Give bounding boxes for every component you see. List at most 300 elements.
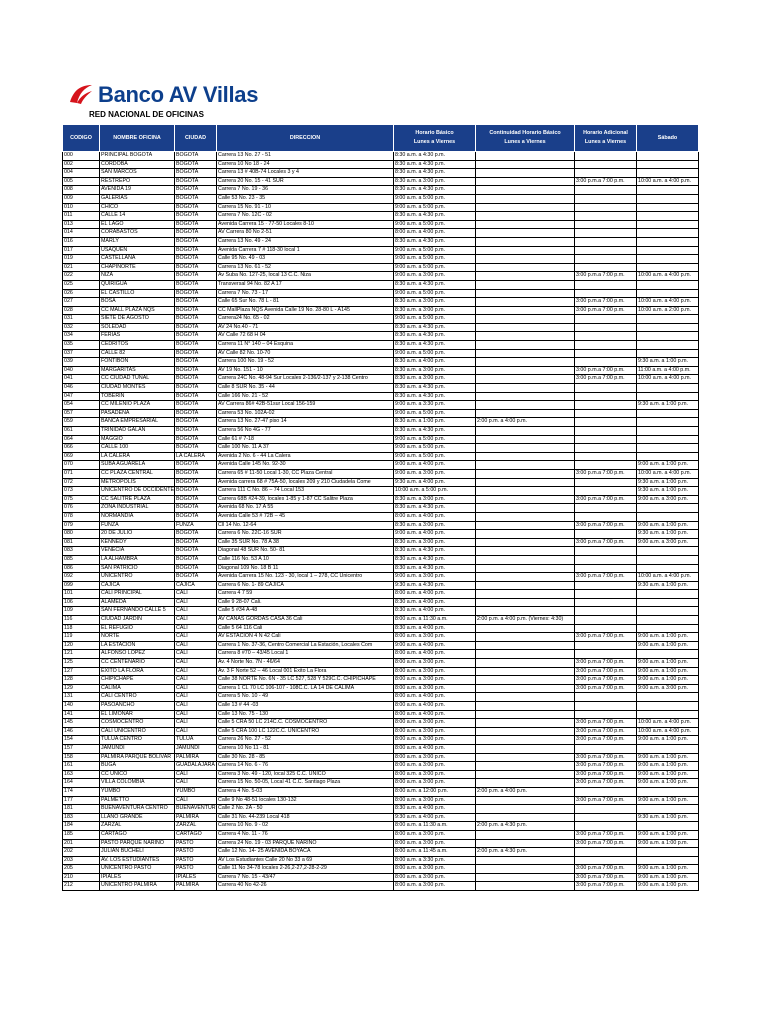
cell-ciudad: JAMUNDI [175,744,217,753]
cell-sabado [637,186,699,195]
cell-horario-basico: 8:00 a.m. a 3:00 p.m. [394,865,476,874]
cell-nombre: CALI CENTRO [100,693,175,702]
cell-ciudad: CALI [175,641,217,650]
table-row [63,255,699,264]
cell-continuidad [476,676,575,685]
cell-sabado: 11:00 a.m. a 4:00 p.m. [637,366,699,375]
cell-continuidad [476,538,575,547]
table-row [63,538,699,547]
cell-horario-adicional: 3:00 p.m.a 7:00 p.m. [575,736,637,745]
table-row [63,667,699,676]
cell-horario-adicional: 3:00 p.m.a 7:00 p.m. [575,839,637,848]
cell-continuidad [476,590,575,599]
cell-codigo: 046 [63,384,100,393]
cell-nombre: BUGA [100,762,175,771]
cell-codigo: 005 [63,177,100,186]
cell-nombre: MARLY [100,237,175,246]
table-row [63,160,699,169]
cell-horario-adicional [575,263,637,272]
cell-continuidad [476,504,575,513]
cell-horario-basico: 8:00 a.m. a 3:00 p.m. [394,770,476,779]
table-row [63,822,699,831]
cell-direccion: AV Carrera 86# 42B-51sur Local 156-159 [217,401,394,410]
table-row [63,865,699,874]
cell-horario-adicional [575,555,637,564]
cell-horario-basico: 8:00 a.m. a 11:30 a.m. [394,616,476,625]
cell-direccion: Carrera 24 No. 19 - 03 PARQUE NARIÑO [217,839,394,848]
cell-sabado [637,710,699,719]
cell-continuidad [476,753,575,762]
cell-direccion: Carrera 68B #24-39, locales 1-85 y 1-87 CC Salitre Plaza [217,495,394,504]
cell-codigo: 011 [63,212,100,221]
cell-continuidad [476,255,575,264]
cell-codigo: 092 [63,573,100,582]
cell-horario-basico: 8:30 a.m. a 4:30 p.m. [394,547,476,556]
cell-continuidad [476,512,575,521]
table-row [63,805,699,814]
cell-horario-adicional [575,384,637,393]
cell-codigo: 146 [63,727,100,736]
cell-direccion: Calle 30 No. 28 - 85 [217,753,394,762]
cell-horario-adicional: 3:00 p.m.a 7:00 p.m. [575,667,637,676]
cell-horario-basico: 9:00 a.m. a 5:00 p.m. [394,255,476,264]
cell-horario-basico: 8:30 a.m. a 4:30 p.m. [394,212,476,221]
cell-horario-basico: 9:00 a.m. a 5:00 p.m. [394,194,476,203]
cell-codigo: 164 [63,779,100,788]
cell-sabado [637,693,699,702]
cell-continuidad: 2:00 p.m. a 4:00 p.m. [476,418,575,427]
table-row [63,882,699,891]
cell-sabado [637,607,699,616]
cell-nombre: CC CIUDAD TUNAL [100,375,175,384]
cell-codigo: 085 [63,555,100,564]
cell-horario-adicional [575,409,637,418]
cell-direccion: Calle 166 No. 21 - 52 [217,392,394,401]
cell-nombre: ALAMEDA [100,598,175,607]
table-row [63,659,699,668]
cell-codigo: 163 [63,770,100,779]
cell-codigo: 075 [63,495,100,504]
cell-horario-basico: 8:30 a.m. a 4:00 p.m. [394,358,476,367]
cell-sabado: 10:00 a.m. a 2:00 p.m. [637,306,699,315]
cell-horario-basico: 9:00 a.m. a 3:30 p.m. [394,401,476,410]
cell-codigo: 022 [63,272,100,281]
cell-horario-basico: 8:00 a.m. a 3:00 p.m. [394,779,476,788]
cell-horario-adicional: 3:00 p.m.a 7:00 p.m. [575,684,637,693]
cell-direccion: AV 19 No. 151 - 10 [217,366,394,375]
cell-continuidad [476,409,575,418]
cell-continuidad [476,452,575,461]
cell-continuidad [476,805,575,814]
table-row [63,452,699,461]
cell-codigo: 116 [63,616,100,625]
cell-sabado [637,598,699,607]
cell-horario-adicional [575,461,637,470]
cell-codigo: 071 [63,469,100,478]
cell-codigo: 101 [63,590,100,599]
cell-continuidad: 2:00 p.m. a 4:30 p.m. [476,848,575,857]
table-row [63,770,699,779]
table-row [63,469,699,478]
cell-ciudad: BOGOTA [175,177,217,186]
cell-continuidad [476,770,575,779]
cell-continuidad [476,332,575,341]
cell-continuidad [476,263,575,272]
cell-direccion: Calle 5 CRA 100 LC 122C.C. UNICENTRO [217,727,394,736]
cell-continuidad [476,349,575,358]
table-row [63,813,699,822]
table-row [63,590,699,599]
cell-horario-basico: 9:00 a.m. a 5:00 p.m. [394,409,476,418]
cell-horario-basico: 8:00 a.m. a 12:00 p.m. [394,787,476,796]
cell-codigo: 119 [63,633,100,642]
cell-nombre: CALIMA [100,684,175,693]
cell-continuidad [476,323,575,332]
cell-ciudad: BOGOTA [175,306,217,315]
cell-horario-adicional [575,478,637,487]
col-header-continuidad: Continuidad Horario Básico Lunes a Viernes [476,125,575,152]
cell-sabado: 9:00 a.m. a 3:00 p.m. [637,495,699,504]
cell-horario-basico: 8:30 a.m. a 3:00 p.m. [394,298,476,307]
cell-nombre: METROPOLIS [100,478,175,487]
cell-horario-basico: 9:00 a.m. a 5:00 p.m. [394,203,476,212]
cell-horario-basico: 8:30 a.m. a 4:30 p.m. [394,504,476,513]
cell-nombre: CORDOBA [100,160,175,169]
table-row [63,487,699,496]
cell-nombre: NORTE [100,633,175,642]
table-row [63,573,699,582]
cell-nombre: ALFONSO LOPEZ [100,650,175,659]
table-row [63,547,699,556]
cell-nombre: PRINCIPAL BOGOTA [100,152,175,161]
cell-horario-basico: 8:30 a.m. a 4:00 p.m. [394,805,476,814]
av-villas-swoosh-icon [68,83,94,107]
cell-continuidad [476,607,575,616]
cell-ciudad: BOGOTA [175,255,217,264]
cell-horario-basico: 8:00 a.m. a 11:30 a.m. [394,822,476,831]
cell-codigo: 157 [63,744,100,753]
cell-ciudad: TULUA [175,736,217,745]
cell-direccion: Avenida Calle 53 # 72B – 45 [217,512,394,521]
cell-codigo: 129 [63,684,100,693]
cell-nombre: CC PLAZA CENTRAL [100,469,175,478]
cell-horario-adicional [575,512,637,521]
cell-horario-basico: 8:30 a.m. a 4:30 p.m. [394,555,476,564]
cell-nombre: EL CASTILLO [100,289,175,298]
cell-ciudad: CALI [175,684,217,693]
cell-horario-adicional [575,229,637,238]
cell-direccion: Calle 35 SUR No. 78 A 38 [217,538,394,547]
cell-ciudad: CALI [175,659,217,668]
cell-continuidad [476,341,575,350]
cell-codigo: 039 [63,358,100,367]
cell-codigo: 081 [63,538,100,547]
cell-direccion: Carrera 100 No. 19 - 52 [217,358,394,367]
cell-continuidad [476,624,575,633]
table-row [63,280,699,289]
table-row [63,624,699,633]
cell-continuidad [476,779,575,788]
cell-horario-basico: 8:30 a.m. a 3:00 p.m. [394,495,476,504]
cell-codigo: 037 [63,349,100,358]
cell-sabado: 10:00 a.m. a 4:00 p.m. [637,469,699,478]
cell-horario-basico: 8:30 a.m. a 4:30 p.m. [394,186,476,195]
cell-sabado: 9:00 a.m. a 1:00 p.m. [637,770,699,779]
cell-horario-adicional [575,504,637,513]
cell-nombre: KENNEDY [100,538,175,547]
cell-nombre: CC MALL PLAZA NQS [100,306,175,315]
cell-horario-adicional [575,237,637,246]
cell-horario-adicional [575,710,637,719]
table-row [63,581,699,590]
cell-horario-adicional [575,813,637,822]
cell-horario-adicional [575,624,637,633]
table-row [63,315,699,324]
cell-continuidad [476,710,575,719]
cell-continuidad [476,702,575,711]
cell-nombre: EL LIMONAR [100,710,175,719]
cell-nombre: GALERIAS [100,194,175,203]
cell-codigo: 076 [63,504,100,513]
cell-direccion: Carrera 3 No. 49 - 120, local 325 C.C. UNICO [217,770,394,779]
cell-nombre: QUIRIGUA [100,280,175,289]
table-row [63,152,699,161]
cell-ciudad: BOGOTA [175,272,217,281]
cell-horario-basico: 9:00 a.m. a 5:00 p.m. [394,452,476,461]
cell-sabado [637,263,699,272]
cell-horario-basico: 8:00 a.m. a 3:30 p.m. [394,856,476,865]
cell-nombre: CC MILENIO PLAZA [100,401,175,410]
cell-nombre: COSMOCENTRO [100,719,175,728]
cell-nombre: JULIAN BUCHELI [100,848,175,857]
cell-codigo: 041 [63,375,100,384]
cell-continuidad [476,237,575,246]
cell-horario-basico: 8:00 a.m. a 3:00 p.m. [394,753,476,762]
table-row [63,736,699,745]
cell-codigo: 064 [63,435,100,444]
cell-horario-basico: 9:00 a.m. a 3:00 p.m. [394,573,476,582]
cell-continuidad [476,598,575,607]
cell-nombre: NIZA [100,272,175,281]
cell-horario-basico: 8:30 a.m. a 4:00 p.m. [394,598,476,607]
cell-codigo: 016 [63,237,100,246]
cell-horario-basico: 8:30 a.m. a 4:30 p.m. [394,332,476,341]
cell-horario-adicional [575,564,637,573]
cell-continuidad [476,495,575,504]
cell-codigo: 000 [63,152,100,161]
cell-ciudad: BOGOTA [175,349,217,358]
cell-horario-adicional [575,787,637,796]
cell-nombre: BOSA [100,298,175,307]
cell-horario-basico: 9:00 a.m. a 5:00 p.m. [394,289,476,298]
cell-horario-adicional [575,702,637,711]
cell-direccion: Av Suba No. 127-25, local 13 C.C. Niza [217,272,394,281]
cell-horario-adicional [575,169,637,178]
cell-continuidad [476,641,575,650]
cell-sabado [637,315,699,324]
cell-continuidad [476,813,575,822]
cell-sabado: 9:00 a.m. a 1:00 p.m. [637,521,699,530]
cell-direccion: Diagonal 109 No. 18 B 11 [217,564,394,573]
table-row [63,246,699,255]
cell-horario-basico: 9:00 a.m. a 3:00 p.m. [394,469,476,478]
cell-continuidad [476,366,575,375]
cell-nombre: YUMBO [100,787,175,796]
cell-codigo: 205 [63,865,100,874]
cell-nombre: CHIPICHAPE [100,676,175,685]
cell-horario-adicional [575,349,637,358]
cell-sabado [637,624,699,633]
cell-sabado [637,332,699,341]
cell-continuidad [476,796,575,805]
cell-sabado: 9:00 a.m. a 1:00 p.m. [637,796,699,805]
cell-codigo: 203 [63,856,100,865]
cell-sabado [637,255,699,264]
table-row [63,341,699,350]
cell-horario-basico: 9:00 a.m. a 5:00 p.m. [394,444,476,453]
table-row [63,444,699,453]
cell-horario-adicional: 3:00 p.m.a 7:00 p.m. [575,306,637,315]
cell-horario-basico: 8:30 a.m. a 3:00 p.m. [394,306,476,315]
cell-horario-adicional [575,246,637,255]
cell-nombre: EL LAGO [100,220,175,229]
cell-codigo: 066 [63,444,100,453]
cell-horario-basico: 8:00 a.m. a 3:00 p.m. [394,727,476,736]
cell-horario-adicional [575,530,637,539]
cell-sabado [637,435,699,444]
cell-nombre: USAQUEN [100,246,175,255]
cell-codigo: 083 [63,547,100,556]
cell-horario-basico: 8:00 a.m. a 4:00 p.m. [394,590,476,599]
cell-continuidad [476,762,575,771]
cell-horario-adicional [575,212,637,221]
cell-nombre: CARTAGO [100,830,175,839]
cell-codigo: 002 [63,160,100,169]
cell-nombre: CASTELLANA [100,255,175,264]
table-row [63,504,699,513]
cell-horario-adicional: 3:00 p.m.a 7:00 p.m. [575,727,637,736]
cell-horario-adicional [575,452,637,461]
cell-sabado [637,547,699,556]
cell-horario-adicional [575,203,637,212]
cell-sabado [637,212,699,221]
cell-sabado [637,323,699,332]
cell-horario-adicional [575,805,637,814]
cell-ciudad: BOGOTA [175,573,217,582]
table-row [63,212,699,221]
cell-horario-basico: 8:30 a.m. a 3:00 p.m. [394,177,476,186]
cell-horario-basico: 8:00 a.m. a 3:00 p.m. [394,667,476,676]
cell-codigo: 212 [63,882,100,891]
cell-horario-basico: 8:00 a.m. a 11:45 a.m. [394,848,476,857]
cell-continuidad [476,573,575,582]
cell-horario-adicional: 3:00 p.m.a 7:00 p.m. [575,762,637,771]
table-row [63,676,699,685]
cell-direccion: Calle 5 CRA 50 LC 214C.C. COSMOCENTRO [217,719,394,728]
cell-direccion: Carrera 11 N° 140 – 04 Esquina [217,341,394,350]
table-header-row [63,125,699,152]
table-row [63,306,699,315]
cell-ciudad: CALI [175,607,217,616]
cell-continuidad [476,856,575,865]
table-row [63,220,699,229]
table-row [63,762,699,771]
cell-horario-adicional [575,581,637,590]
cell-ciudad: CALI [175,796,217,805]
cell-ciudad: GUADALAJARA [175,762,217,771]
cell-continuidad [476,521,575,530]
cell-horario-adicional [575,427,637,436]
cell-codigo: 025 [63,280,100,289]
cell-nombre: SAN MARCOS [100,169,175,178]
cell-codigo: 201 [63,839,100,848]
cell-horario-adicional: 3:00 p.m.a 7:00 p.m. [575,659,637,668]
cell-continuidad [476,306,575,315]
cell-horario-adicional: 3:00 p.m.a 7:00 p.m. [575,573,637,582]
cell-nombre: PALMIRA PARQUE BOLIVAR [100,753,175,762]
cell-codigo: 008 [63,186,100,195]
cell-horario-basico: 8:00 a.m. a 3:00 p.m. [394,684,476,693]
cell-direccion: Carrera 13 No. 27-47 piso 14 [217,418,394,427]
cell-horario-adicional: 3:00 p.m.a 7:00 p.m. [575,272,637,281]
table-row [63,530,699,539]
cell-ciudad: BOGOTA [175,538,217,547]
cell-sabado: 9:30 a.m. a 1:00 p.m. [637,530,699,539]
col-header-sabado: Sábado [637,125,699,152]
cell-ciudad: LA CALERA [175,452,217,461]
cell-horario-adicional [575,315,637,324]
cell-horario-adicional: 3:00 p.m.a 7:00 p.m. [575,538,637,547]
cell-direccion: Carrera 111 C No. 86 – 74 Local 153 [217,487,394,496]
cell-codigo: 183 [63,813,100,822]
cell-codigo: 014 [63,229,100,238]
cell-direccion: AV 24 No.40 - 71 [217,323,394,332]
cell-direccion: Calle 11 No 34-78 locales 2-26,2-27,2-28-2-29 [217,865,394,874]
cell-horario-adicional [575,418,637,427]
cell-horario-adicional [575,650,637,659]
cell-direccion: Carrera 10 No 11 - 81 [217,744,394,753]
cell-sabado [637,220,699,229]
cell-horario-basico: 9:00 a.m. a 5:00 p.m. [394,220,476,229]
cell-horario-adicional: 3:00 p.m.a 7:00 p.m. [575,366,637,375]
cell-direccion: Avenida carrera 68 # 75A-50, locales 209 y 210 Ciudadela Come [217,478,394,487]
cell-horario-basico: 8:00 a.m. a 3:00 p.m. [394,796,476,805]
cell-ciudad: BOGOTA [175,229,217,238]
cell-nombre: BUENAVENTURA CENTRO [100,805,175,814]
cell-sabado [637,152,699,161]
cell-codigo: 047 [63,392,100,401]
cell-horario-adicional [575,641,637,650]
cell-ciudad: CALI [175,616,217,625]
cell-horario-adicional [575,598,637,607]
cell-nombre: FERIAS [100,332,175,341]
cell-codigo: 019 [63,255,100,264]
cell-continuidad [476,280,575,289]
cell-ciudad: BOGOTA [175,495,217,504]
cell-codigo: 127 [63,667,100,676]
col-header-nombre: NOMBRE OFICINA [100,125,175,152]
cell-sabado [637,564,699,573]
col-header-ciudad: CIUDAD [175,125,217,152]
cell-continuidad [476,633,575,642]
cell-continuidad [476,564,575,573]
cell-ciudad: IPIALES [175,873,217,882]
cell-ciudad: BOGOTA [175,186,217,195]
cell-ciudad: CALI [175,779,217,788]
cell-nombre: TULUA CENTRO [100,736,175,745]
cell-sabado [637,229,699,238]
cell-nombre: FONTIBON [100,358,175,367]
